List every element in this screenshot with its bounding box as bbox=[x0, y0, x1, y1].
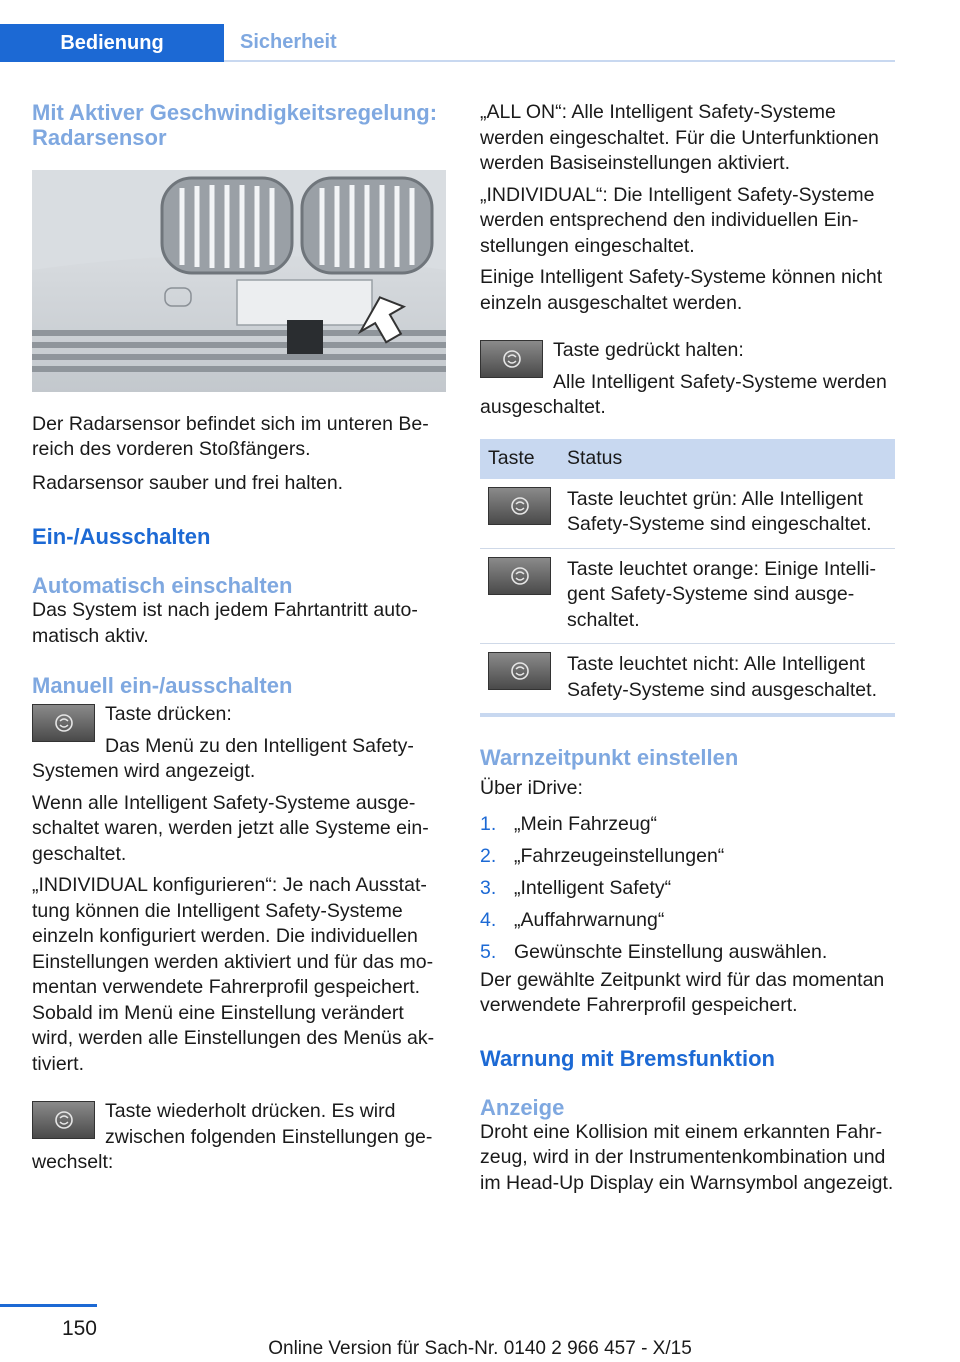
step-number: 1. bbox=[480, 812, 497, 835]
paragraph-wenn-alle: Wenn alle Intelligent Safety-Systeme ausgeschaltet waren, werden jetzt alle Systeme eingeschaltet. bbox=[32, 791, 429, 865]
table-row bbox=[480, 479, 895, 549]
left-column bbox=[32, 100, 446, 1176]
paragraph-taste-gedrueckt: Taste gedrückt halten: bbox=[553, 339, 744, 361]
safety-button-image bbox=[480, 340, 543, 378]
paragraph-radar-location: Der Radarsensor befindet sich im unteren Bereich des vorderen Stoßfängers. bbox=[32, 412, 429, 460]
paragraph-automatisch: Das System ist nach jedem Fahrtantritt automatisch aktiv. bbox=[32, 599, 418, 647]
heading-anzeige: Anzeige bbox=[480, 1094, 565, 1120]
idrive-steps bbox=[480, 812, 895, 972]
tab-bedienung[interactable]: Bedienung bbox=[0, 24, 224, 62]
tab-rule bbox=[224, 60, 895, 62]
step-text: „Auffahrwarnung“ bbox=[514, 908, 665, 931]
paragraph-ueber-idrive: Über iDrive: bbox=[480, 777, 583, 799]
table-row bbox=[480, 644, 895, 714]
paragraph-kollision: Droht eine Kollision mit einem erkannten Fahrzeug, wird in der Instrumentenkombination und im Head-Up Display ein Warnsymbol angezeigt. bbox=[480, 1120, 894, 1194]
paragraph-individual: „INDIVIDUAL“: Die Intelligent Safety-Systeme werden entsprechend den individuellen Einstellungen eingeschaltet. bbox=[480, 183, 875, 257]
table-header-taste: Taste bbox=[480, 439, 559, 479]
section-tabs bbox=[0, 24, 895, 62]
footer-online-version: Online Version für Sach-Nr. 0140 2 966 457 - X/15 bbox=[268, 1338, 692, 1359]
step-number: 5. bbox=[480, 940, 497, 963]
tab-sicherheit[interactable]: Sicherheit bbox=[240, 30, 337, 53]
intelligent-safety-icon bbox=[53, 1109, 75, 1131]
footer-rule bbox=[0, 1304, 97, 1307]
step-text: „Mein Fahrzeug“ bbox=[514, 812, 658, 835]
table-cell-status: Taste leuchtet grün: Alle Intelligent Safety-Systeme sind eingeschaltet. bbox=[559, 479, 895, 549]
paragraph-taste-druecken: Taste drücken: bbox=[105, 703, 232, 725]
paragraph-menu-angezeigt: Das Menü zu den Intelligent Safety-Systemen wird angezeigt. bbox=[32, 734, 414, 782]
heading-automatisch: Automatisch einschalten bbox=[32, 573, 293, 598]
safety-button-image bbox=[488, 487, 551, 525]
step-number: 4. bbox=[480, 908, 497, 931]
list-item bbox=[480, 844, 895, 876]
table-cell-status: Taste leuchtet nicht: Alle Intelligent Safety-Systeme sind ausgeschaltet. bbox=[567, 653, 877, 701]
radar-sensor-photo bbox=[32, 170, 446, 392]
table-header-status: Status bbox=[559, 439, 895, 479]
step-number: 3. bbox=[480, 876, 497, 899]
heading-warnzeitpunkt: Warnzeitpunkt einstellen bbox=[480, 745, 739, 770]
heading-manuell: Manuell ein-/ausschalten bbox=[32, 673, 293, 698]
paragraph-individual-konfigurieren: „INDIVIDUAL konfigurieren“: Je nach Ausstattung können die Intelligent Safety-Systeme einzeln konfiguriert werden. Die individuellen Einstellungen werden aktiviert und für das momentan verwendete Fahrerprofil gespeichert. Sobald im Menü eine Einstellung verändert wird, werden alle Einstellungen des Menüs aktiviert. bbox=[32, 874, 435, 1075]
list-item bbox=[480, 908, 895, 940]
safety-button-image bbox=[32, 1101, 95, 1139]
table-row bbox=[480, 548, 895, 644]
intelligent-safety-icon bbox=[53, 712, 75, 734]
paragraph-taste-wiederholt: Taste wiederholt drücken. Es wird zwischen folgenden Einstellungen gewechselt: bbox=[32, 1100, 433, 1173]
paragraph-alle-ausgeschaltet: Alle Intelligent Safety-Systeme werden ausgeschaltet. bbox=[480, 370, 887, 418]
intelligent-safety-icon bbox=[509, 565, 531, 587]
step-text: „Fahrzeugeinstellungen“ bbox=[514, 844, 725, 867]
status-table bbox=[480, 439, 895, 714]
paragraph-einige: Einige Intelligent Safety-Systeme können nicht einzeln ausgeschaltet werden. bbox=[480, 266, 883, 314]
table-cell-status: Taste leuchtet orange: Einige Intelligent Safety-Systeme sind ausgeschaltet. bbox=[559, 548, 895, 644]
step-text: „Intelligent Safety“ bbox=[514, 876, 672, 899]
safety-button-image bbox=[32, 704, 95, 742]
right-column bbox=[480, 100, 895, 1196]
page-number: 150 bbox=[61, 1317, 97, 1340]
heading-ein-ausschalten: Ein-/Ausschalten bbox=[32, 524, 211, 549]
safety-button-image bbox=[488, 652, 551, 690]
intelligent-safety-icon bbox=[501, 348, 523, 370]
step-number: 2. bbox=[480, 844, 497, 867]
list-item bbox=[480, 876, 895, 908]
table-bottom-rule bbox=[480, 713, 895, 717]
step-text: Gewünschte Einstellung auswählen. bbox=[514, 940, 828, 963]
intelligent-safety-icon bbox=[509, 660, 531, 682]
paragraph-all-on: „ALL ON“: Alle Intelligent Safety-Systeme werden eingeschaltet. Für die Unterfunktionen werden Basiseinstellungen aktiviert. bbox=[480, 101, 879, 174]
list-item bbox=[480, 812, 895, 844]
heading-warnung-bremsfunktion: Warnung mit Bremsfunktion bbox=[480, 1045, 775, 1071]
heading-radarsensor: Mit Aktiver Geschwindigkeitsregelung: Radarsensor bbox=[32, 100, 438, 150]
paragraph-radar-clean: Radarsensor sauber und frei halten. bbox=[32, 471, 344, 494]
table-header-row bbox=[480, 439, 895, 479]
paragraph-zeitpunkt-gespeichert: Der gewählte Zeitpunkt wird für das momentan verwendete Fahrerprofil gespeichert. bbox=[480, 968, 885, 1016]
intelligent-safety-icon bbox=[509, 495, 531, 517]
safety-button-image bbox=[488, 557, 551, 595]
